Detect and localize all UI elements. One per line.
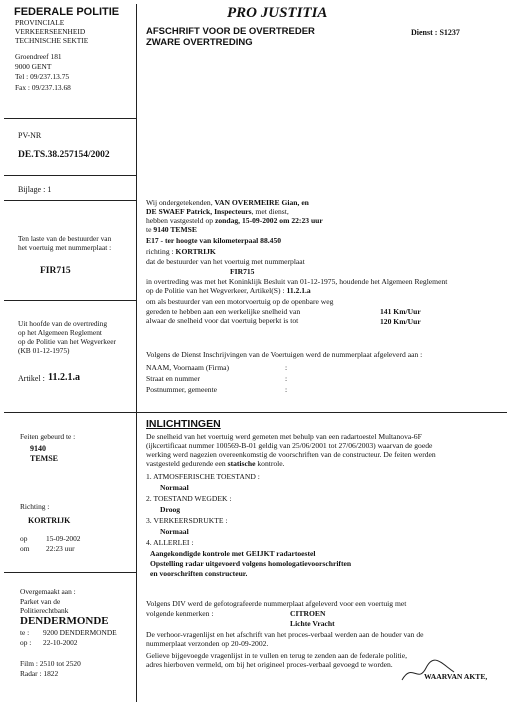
artikel-label: Artikel :: [18, 374, 45, 383]
info-p1-line: werking werd nagezien overeenkomstig de voorschriften van de constructeur. De feiten werden: [146, 450, 436, 459]
owner-city-label: Postnummer, gemeente: [146, 385, 217, 394]
column-divider: [136, 4, 137, 702]
pv-number: DE.TS.38.257154/2002: [18, 150, 110, 160]
article-text: op de Politie van het Wegverkeer, Artikel(S) :: [146, 286, 285, 295]
sent-te: te :: [20, 628, 30, 637]
traffic-value: Normaal: [160, 527, 189, 536]
registration-text: Volgens de Dienst Inschrijvingen van de Voertuigen werd de nummerplaat afgeleverd aan :: [146, 350, 423, 359]
divider-left-4: [4, 300, 136, 301]
road-heading: 2. TOESTAND WEGDEK :: [146, 494, 232, 503]
div-line: Volgens DIV werd de gefotografeerde nummerplaat afgeleverd voor een voertuig met: [146, 599, 407, 608]
body-line-9: [146, 286, 311, 295]
sent-te-value: 9200 DENDERMONDE: [43, 628, 117, 637]
body-line-7: dat de bestuurder van het voertuig met nummerplaat: [146, 257, 305, 266]
divider-main: [4, 412, 507, 413]
body-line-10: om als bestuurder van een motorvoertuig op de openbare weg: [146, 297, 334, 306]
road-value: Droog: [160, 505, 181, 514]
owner-city-colon: :: [285, 385, 288, 394]
signature-text: WAARVAN AKTE,: [424, 672, 488, 681]
info-p1-c: kontrole.: [257, 459, 285, 468]
observed-text: hebben vastgesteld op: [146, 216, 214, 225]
sender-line: VERKEERSEENHEID: [15, 27, 86, 36]
radar-id: Radar : 1822: [20, 669, 59, 678]
measured-speed: 141 Km/Uur: [380, 307, 421, 316]
vehicle-type: Lichte Vracht: [290, 619, 335, 628]
info-p1-line: (ijkcertificaat nummer 100569-B-01 geldig van 25/06/2001 tot 27/06/2003) waarvan de goede: [146, 441, 433, 450]
law-line: (KB 01-12-1975): [18, 346, 70, 355]
divider-left-3: [4, 200, 136, 201]
event-om: om: [20, 544, 30, 553]
law-line: op de Politie van het Wegverkeer: [18, 337, 116, 346]
notice-line: nummerplaat verzonden op 20-09-2002.: [146, 639, 269, 648]
richting-label: Richting :: [20, 502, 50, 511]
owner-name-colon: :: [285, 363, 288, 372]
body-line-12: alwaar de snelheid voor dat voertuig beperkt is tot: [146, 316, 299, 325]
body-line-8: in overtreding was met het Koninklijk Besluit van 01-12-1975, houdende het Algemeen Reglement: [146, 277, 448, 286]
location-town: 9140 TEMSE: [153, 225, 197, 234]
atmos-value: Normaal: [160, 483, 189, 492]
notice-line: De verhoor-vragenlijst en het afschrift van het proces-verbaal werden aan de houder van de: [146, 630, 424, 639]
sender-line: TECHNISCHE SEKTIE: [15, 36, 89, 45]
sender-phone: Tel : 09/237.13.75: [15, 72, 70, 81]
divider-left-1: [4, 118, 136, 119]
doc-severity: ZWARE OVERTREDING: [146, 37, 253, 48]
doc-title: PRO JUSTITIA: [227, 5, 328, 21]
info-p1-b: statische: [227, 459, 256, 468]
body-line-1: [146, 198, 309, 207]
event-date: 15-09-2002: [46, 534, 81, 543]
event-town: TEMSE: [30, 454, 59, 463]
notice-line: adres hierboven vermeld, om bij het origineel proces-verbaal gevoegd te worden.: [146, 660, 393, 669]
body-line-3: [146, 216, 323, 225]
misc-line: en voorschriften constructeur.: [150, 569, 248, 578]
sender-city: 9000 GENT: [15, 62, 52, 71]
richting-value: KORTRIJK: [175, 247, 216, 256]
owner-street-label: Straat en nummer: [146, 374, 200, 383]
notice-line: Gelieve bijgevoegde vragenlijst in te vullen en terug te zenden aan de federale politie,: [146, 651, 408, 660]
body-plate: FIR715: [230, 267, 255, 276]
article-value: 11.2.1.a: [286, 286, 311, 295]
speed-limit: 120 Km/Uur: [380, 317, 421, 326]
sender-address: Groendreef 181: [15, 52, 62, 61]
info-title: INLICHTINGEN: [146, 418, 221, 430]
divider-left-5: [4, 572, 136, 573]
officer-2: DE SWAEF Patrick,: [146, 207, 213, 216]
sent-op: op :: [20, 638, 32, 647]
div-line: volgende kenmerken :: [146, 609, 214, 618]
te-text: te: [146, 225, 152, 234]
info-p1-line: De snelheid van het voertuig werd gemeten met behulp van een radartoestel Multanova-6F: [146, 432, 422, 441]
owner-name-label: NAAM, Voornaam (Firma): [146, 363, 230, 372]
event-op: op: [20, 534, 28, 543]
richting-text: richting :: [146, 247, 174, 256]
court-city: DENDERMONDE: [20, 615, 109, 627]
artikel-value: 11.2.1.a: [48, 372, 80, 383]
law-line: Uit hoofde van de overtreding: [18, 319, 108, 328]
officer-rank: Inspecteurs: [214, 207, 252, 216]
charge-line: Ten laste van de bestuurder van: [18, 234, 112, 243]
sent-label: Overgemaakt aan :: [20, 587, 76, 596]
service-text: , met dienst,: [251, 207, 289, 216]
event-time: 22:23 uur: [46, 544, 75, 553]
misc-heading: 4. ALLERLEI :: [146, 538, 194, 547]
conj: en: [301, 198, 309, 207]
traffic-heading: 3. VERKEERSDRUKTE :: [146, 516, 228, 525]
observed-datetime: zondag, 15-09-2002 om 22:23 uur: [214, 216, 323, 225]
location-road: E17 - ter hoogte van kilometerpaal 88.450: [146, 236, 282, 245]
richting-town: KORTRIJK: [28, 516, 71, 525]
law-line: op het Algemeen Reglement: [18, 328, 102, 337]
sent-line: Politierechtbank: [20, 606, 69, 615]
info-p1-last: [146, 459, 285, 468]
body-line-2: [146, 207, 289, 216]
body-line-11: gereden te hebben aan een werkelijke snelheid van: [146, 307, 301, 316]
atmos-heading: 1. ATMOSFERISCHE TOESTAND :: [146, 472, 260, 481]
misc-line: Aangekondigde kontrole met GEIJKT radartoestel: [150, 549, 316, 558]
doc-subtitle: AFSCHRIFT VOOR DE OVERTREDER: [146, 26, 315, 37]
event-postcode: 9140: [30, 444, 46, 453]
misc-line: Opstelling radar uitgevoerd volgens homologatievoorschriften: [150, 559, 352, 568]
vehicle-brand: CITROEN: [290, 609, 326, 618]
intro-text: Wij ondergetekenden,: [146, 198, 213, 207]
bijlage: Bijlage : 1: [18, 185, 52, 194]
charge-line: het voertuig met nummerplaat :: [18, 243, 112, 252]
sent-line: Parket van de: [20, 597, 61, 606]
divider-left-2: [4, 175, 136, 176]
sender-title: FEDERALE POLITIE: [14, 6, 120, 18]
sender-fax: Fax : 09/237.13.68: [15, 83, 71, 92]
owner-street-colon: :: [285, 374, 288, 383]
dienst-code: Dienst : S1237: [411, 28, 460, 37]
sender-line: PROVINCIALE: [15, 18, 65, 27]
charge-plate: FIR715: [40, 266, 71, 276]
body-line-4: [146, 225, 197, 234]
officer-1: VAN OVERMEIRE Gian,: [214, 198, 300, 207]
sent-op-value: 22-10-2002: [43, 638, 78, 647]
event-label: Feiten gebeurd te :: [20, 432, 76, 441]
body-line-6: [146, 247, 216, 256]
pv-label: PV-NR: [18, 131, 42, 140]
signature-mark: [398, 658, 458, 684]
info-p1-a: vastgesteld gedurende een: [146, 459, 226, 468]
film-range: Film : 2510 tot 2520: [20, 659, 81, 668]
